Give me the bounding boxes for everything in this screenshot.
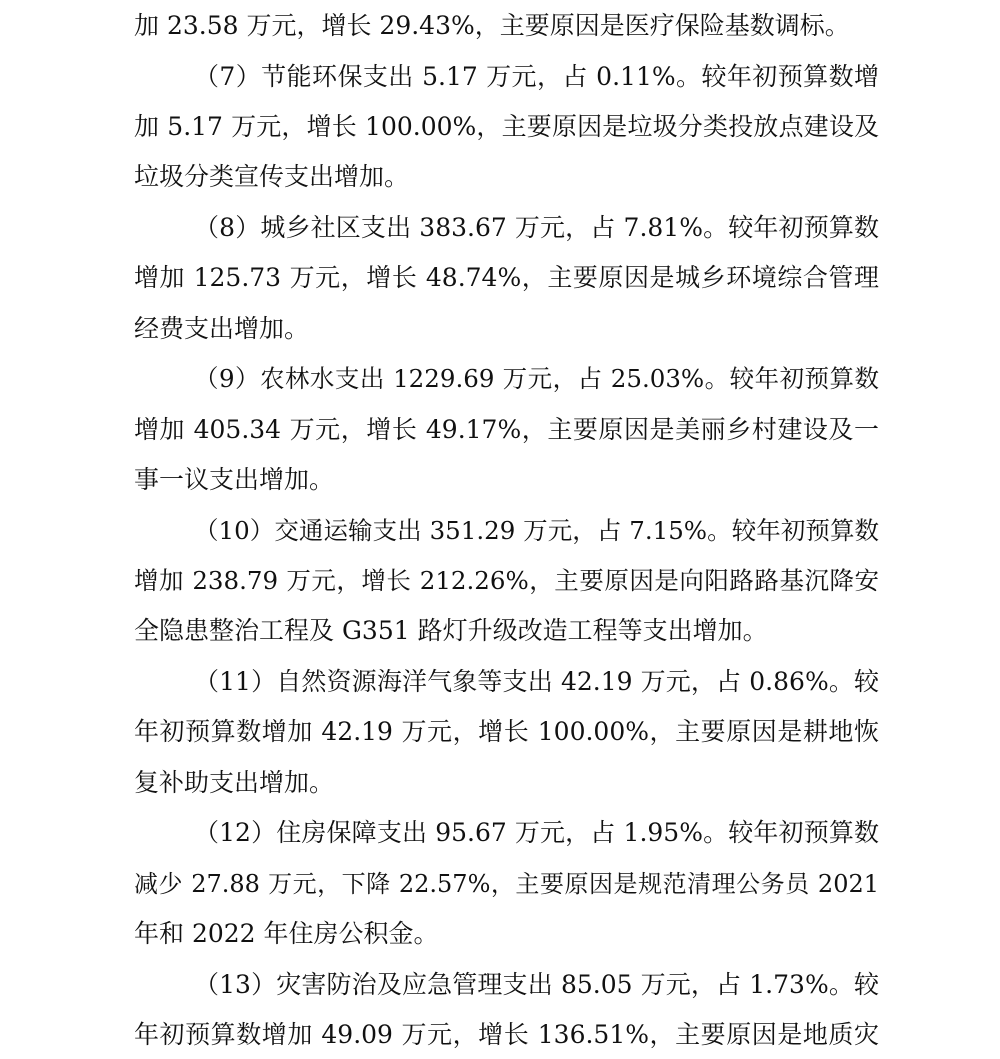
text-line: （12）住房保障支出 95.67 万元，占 1.95%。较年初预算数 (194, 818, 879, 847)
text-line: 增加 238.79 万元，增长 212.26%，主要原因是向阳路路基沉降安 (134, 566, 879, 595)
text-line: 年初预算数增加 42.19 万元，增长 100.00%，主要原因是耕地恢 (134, 717, 879, 746)
text-line: 全隐患整治工程及 G351 路灯升级改造工程等支出增加。 (134, 616, 768, 645)
text-line: （11）自然资源海洋气象等支出 42.19 万元，占 0.86%。较 (194, 667, 879, 696)
text-line: 事一议支出增加。 (134, 465, 335, 494)
text-line: （10）交通运输支出 351.29 万元，占 7.15%。较年初预算数 (194, 516, 879, 545)
text-line: （9）农林水支出 1229.69 万元，占 25.03%。较年初预算数 (194, 364, 879, 393)
text-line: （13）灾害防治及应急管理支出 85.05 万元，占 1.73%。较 (194, 970, 879, 999)
text-line: 减少 27.88 万元，下降 22.57%，主要原因是规范清理公务员 2021 (134, 870, 879, 898)
text-line: 经费支出增加。 (134, 314, 310, 343)
text-line: 年和 2022 年住房公积金。 (134, 919, 439, 948)
text-line: 复补助支出增加。 (134, 768, 335, 797)
text-line: （7）节能环保支出 5.17 万元，占 0.11%。较年初预算数增 (194, 62, 879, 91)
text-line: 垃圾分类宣传支出增加。 (134, 162, 410, 191)
text-line: 增加 405.34 万元，增长 49.17%，主要原因是美丽乡村建设及一 (134, 415, 879, 444)
text-line: 增加 125.73 万元，增长 48.74%，主要原因是城乡环境综合管理 (134, 263, 879, 292)
text-line: 年初预算数增加 49.09 万元，增长 136.51%，主要原因是地质灾 (134, 1020, 879, 1049)
text-line: （8）城乡社区支出 383.67 万元，占 7.81%。较年初预算数 (194, 213, 879, 242)
text-line: 加 23.58 万元，增长 29.43%，主要原因是医疗保险基数调标。 (134, 11, 850, 40)
text-line: 加 5.17 万元，增长 100.00%，主要原因是垃圾分类投放点建设及 (134, 112, 879, 141)
